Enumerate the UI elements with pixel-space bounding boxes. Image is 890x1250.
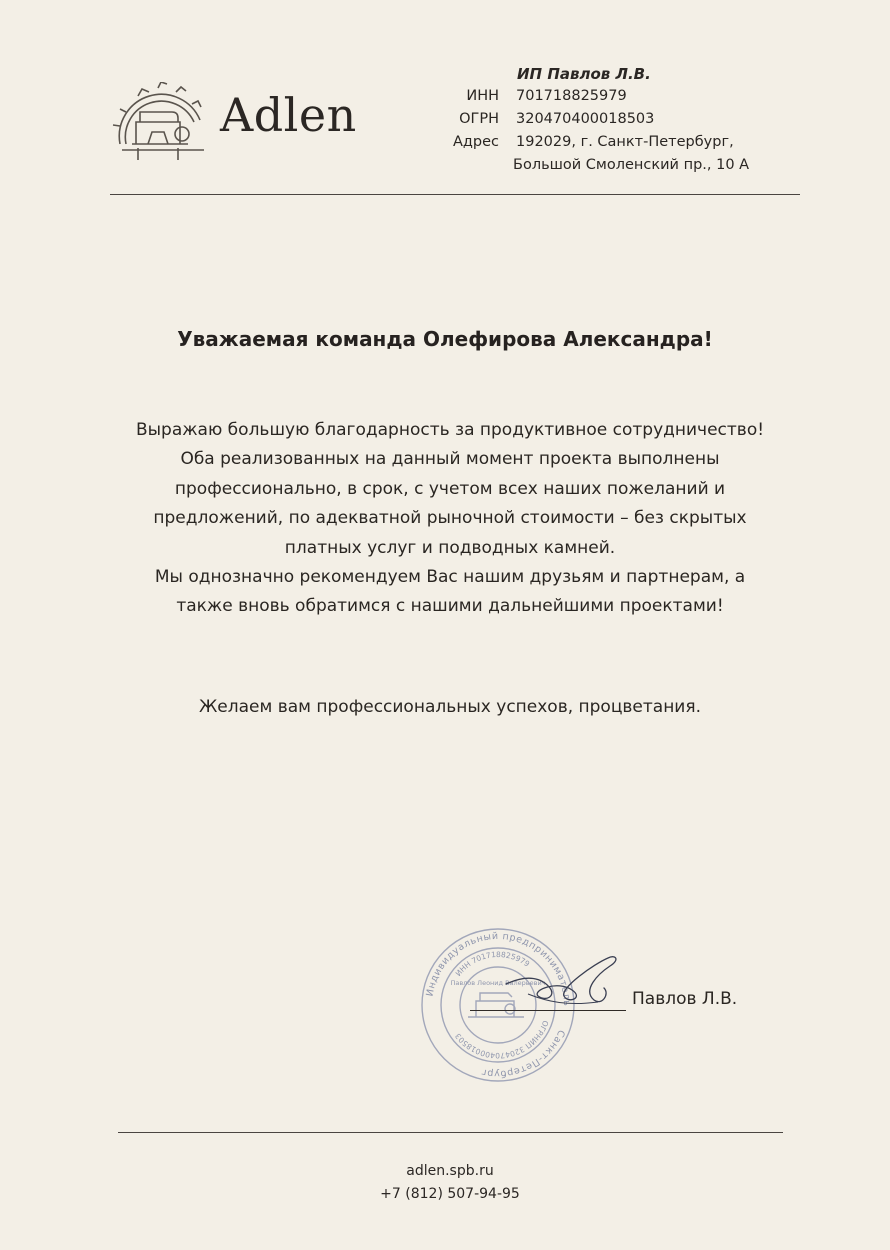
stamp-name-text: Павлов Леонид Валерьевич (450, 979, 546, 987)
signer-name: Павлов Л.В. (632, 989, 738, 1009)
header-divider (110, 194, 800, 195)
brand-name: Adlen (220, 88, 357, 142)
footer-divider (118, 1132, 783, 1133)
stamp-inn-text: ИНН 701718825979 (453, 949, 532, 979)
letter-wish: Желаем вам профессиональных успехов, процветания. (198, 697, 701, 717)
footer-phone: +7 (812) 507-94-95 (380, 1186, 520, 1202)
footer-website: adlen.spb.ru (406, 1163, 494, 1179)
body-paragraph: Выражаю большую благодарность за продуктивное сотрудничество! (135, 420, 765, 440)
company-logo (108, 82, 358, 164)
company-name: ИП Павлов Л.В. (517, 65, 651, 83)
letter-footer (0, 1160, 890, 1206)
stamp-ogrn-text: ОГРНИП 320470400018503 (453, 1019, 551, 1061)
address-line-2: Большой Смоленский пр., 10 А (513, 157, 750, 173)
body-paragraph: Оба реализованных на данный момент проекта выполнены профессионально, в срок, с учетом всех наших пожеланий и предложений, по адекватной рыночной стоимости – без скрытых платных услуг и подводных камней. (153, 449, 747, 558)
signature-line (470, 1010, 626, 1011)
handwritten-signature (498, 944, 628, 1024)
ogrn-value: 320470400018503 (516, 111, 655, 127)
address-label: Адрес (452, 134, 499, 150)
body-paragraph: Мы однозначно рекомендуем Вас нашим друзьям и партнерам, а также вновь обратимся с нашими дальнейшими проектами! (154, 567, 746, 617)
address-line-1: 192029, г. Санкт-Петербург, (516, 134, 734, 150)
stamp-city-text: Санкт-Петербург (479, 1028, 567, 1080)
letter-body (130, 416, 770, 622)
inn-label: ИНН (466, 88, 499, 104)
ogrn-label: ОГРН (459, 111, 499, 127)
letter-greeting: Уважаемая команда Олефирова Александра! (177, 327, 713, 351)
sewing-machine-gear-icon (108, 82, 218, 164)
stamp-outer-text: Индивидуальный предприниматель (424, 930, 573, 1007)
inn-value: 701718825979 (516, 88, 627, 104)
